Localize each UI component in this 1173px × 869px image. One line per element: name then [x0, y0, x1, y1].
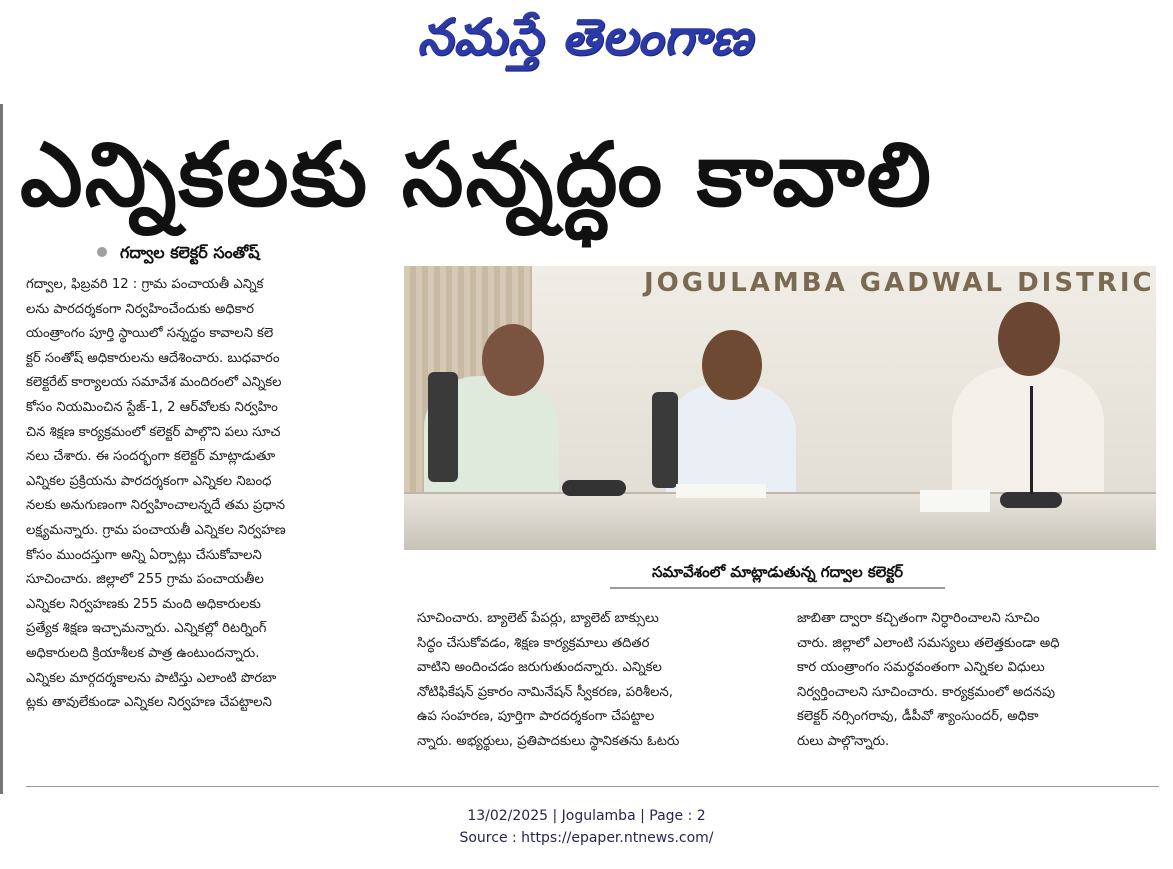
footer-source-link[interactable]: Source : https://epaper.ntnews.com/ [459, 830, 714, 846]
article-column-3 [797, 607, 1159, 755]
footer-page-info: 13/02/2025 | Jogulamba | Page : 2 [467, 808, 706, 824]
article-subheading: గద్వాల కలెక్టర్ సంతోష్ [120, 243, 260, 262]
article-text-line: లక్ష్యమన్నారు. గ్రామ పంచాయతీ ఎన్నికల నిర్వహణ [26, 522, 286, 538]
article-text-line: చారు. జిల్లాలో ఎలాంటి సమస్యలు తలెత్తకుండా అధి [797, 635, 1060, 651]
article-text-line: జాబితా ద్వారా కచ్చితంగా నిర్ధారించాలని సూచిం [797, 611, 1040, 626]
newspaper-masthead: నమస్తే తెలంగాణ [417, 8, 753, 66]
article-text-line: రులు పాల్గొన్నారు. [797, 733, 890, 749]
article-text-line: వాటిని అందించడం జరుగుతుందన్నారు. ఎన్నికల [417, 660, 662, 676]
article-text-line: కలెక్టరేట్ కార్యాలయ సమావేశ మందిరంలో ఎన్నికల [26, 375, 282, 391]
article-text-line: నిర్వర్తించాలని సూచించారు. కార్యక్రమంలో అదనపు [797, 684, 1055, 700]
article-text-line: గద్వాల, ఫిబ్రవరి 12 : గ్రామ పంచాయతీ ఎన్నిక [26, 277, 264, 292]
photo-chair-left [428, 372, 458, 482]
photo-papers-right [920, 490, 990, 512]
article-text-line: ఎన్నికల నిర్వహణకు 255 మంది అధికారులకు [26, 596, 261, 612]
article-text-line: నలు చేశారు. ఈ సందర్భంగా కలెక్టర్ మాట్లాడుతూ [26, 449, 276, 465]
article-photo [404, 266, 1156, 550]
article-text-line: కోసం నియమించిన స్టేజ్-1, 2 ఆర్‌వోలకు నిర్వహిం [26, 399, 278, 415]
article-text-line: సూచించారు. జిల్లాలో 255 గ్రామ పంచాయతీల [26, 572, 264, 588]
article-text-line: కలెక్టర్ నర్సింగరావు, డీపీవో శ్యాంసుందర్, అధికా [797, 709, 1039, 725]
article-text-line: ఎన్నికల ప్రక్రియను పారదర్శకంగా ఎన్నికల నిబంధ [26, 473, 272, 489]
photo-microphone-left [562, 480, 626, 496]
photo-caption: సమావేశంలో మాట్లాడుతున్న గద్వాల కలెక్టర్ [610, 557, 945, 589]
article-text-line: కార యంత్రాంగం సమర్థవంతంగా ఎన్నికల విధులు [797, 660, 1045, 676]
article-text-line: న్నారు. అభ్యర్థులు, ప్రతిపాదకులు స్థానికతను ఓటరు [417, 733, 680, 749]
article-text-line: ప్రత్యేక శిక్షణ ఇచ్చామన్నారు. ఎన్నికల్లో రిటర్నింగ్ [26, 621, 267, 637]
article-column-1 [26, 273, 392, 716]
article-text-line: క్టర్ సంతోష్ అధికారులను ఆదేశించారు. బుధవారం [26, 350, 280, 366]
article-text-line: సిద్ధం చేసుకోవడం, శిక్షణ కార్యక్రమాలు తదితర [417, 635, 650, 651]
article-text-line: ట్లకు తావులేకుండా ఎన్నికల నిర్వహణ చేపట్టాలని [26, 695, 272, 711]
photo-papers [676, 484, 766, 498]
photo-microphone-right [1000, 492, 1062, 508]
article-text-line: నలకు అనుగుణంగా నిర్వహించాలన్నదే తమ ప్రధాన [26, 498, 285, 514]
article-text-line: యంత్రాంగం పూర్తి స్థాయిలో సన్నద్ధం కావాలని కలె [26, 326, 274, 342]
article-headline: ఎన్నికలకు సన్నద్ధం కావాలి [20, 123, 934, 226]
article-text-line: ఉప సంహరణ, పూర్తిగా పారదర్శకంగా చేపట్టాల [417, 709, 655, 725]
article-text-line: సూచించారు. బ్యాలెట్ పేపర్లు, బ్యాలెట్ బాక్సులు [417, 611, 659, 626]
article-text-line: నోటిఫికేషన్ ప్రకారం నామినేషన్ స్వీకరణ, పరిశీలన, [417, 684, 673, 700]
footer-divider [26, 786, 1159, 787]
article-column-2 [417, 607, 771, 755]
photo-chair-center [652, 392, 678, 488]
left-border-rule [0, 104, 3, 794]
photo-person-center-head [702, 330, 762, 400]
photo-person-right-head [998, 302, 1060, 376]
photo-microphone-stand [1030, 386, 1033, 494]
photo-person-right [952, 366, 1104, 506]
photo-person-left-head [482, 324, 544, 396]
article-text-line: కోసం ముందస్తుగా అన్ని ఏర్పాట్లు చేసుకోవాలని [26, 547, 262, 563]
article-text-line: చిన శిక్షణ కార్యక్రమంలో కలెక్టర్ పాల్గొని పలు సూచ [26, 424, 281, 440]
article-text-line: ఎన్నికల మార్గదర్శకాలను పాటిస్తు ఎలాంటి పొరబా [26, 670, 277, 686]
photo-wall-sign: JOGULAMBA GADWAL DISTRIC [644, 268, 1155, 298]
article-text-line: లను పారదర్శకంగా నిర్వహించేందుకు అధికార [26, 301, 254, 317]
article-text-line: అధికారులది క్రియాశీలక పాత్ర ఉంటుందన్నారు. [26, 645, 260, 661]
